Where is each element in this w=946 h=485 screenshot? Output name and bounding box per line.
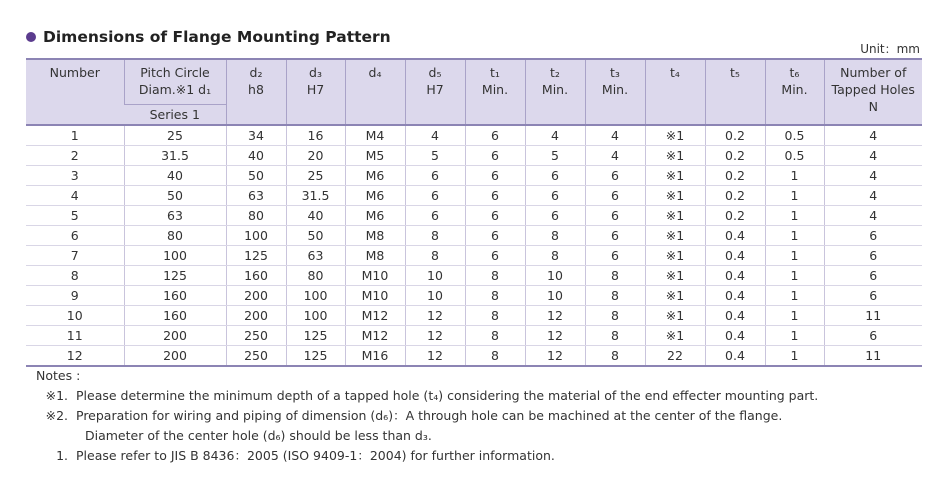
- column-header-line: Number of: [840, 65, 907, 80]
- table-cell: 1: [26, 125, 124, 146]
- table-cell: M5: [345, 146, 405, 166]
- column-header-line: d₄: [368, 65, 382, 80]
- table-cell: 12: [405, 346, 465, 367]
- table-cell: 6: [465, 206, 525, 226]
- table-cell: 160: [124, 286, 226, 306]
- note-1-mark: ※1.: [45, 388, 68, 403]
- table-cell: 8: [585, 326, 645, 346]
- table-cell: 11: [824, 306, 922, 326]
- table-cell: M6: [345, 166, 405, 186]
- table-cell: 25: [286, 166, 345, 186]
- table-cell: 0.4: [705, 226, 765, 246]
- column-header-line: Min.: [481, 82, 509, 97]
- table-cell: 6: [824, 226, 922, 246]
- table-cell: 11: [26, 326, 124, 346]
- column-header-line: d₃: [309, 65, 322, 80]
- table-cell: 100: [286, 306, 345, 326]
- table-cell: 50: [226, 166, 286, 186]
- column-header-line: t₆: [789, 65, 800, 80]
- table-cell: 7: [26, 246, 124, 266]
- table-cell: 6: [824, 326, 922, 346]
- table-cell: 0.5: [765, 125, 824, 146]
- table-cell: 3: [26, 166, 124, 186]
- column-header-line: Min.: [781, 82, 808, 97]
- table-cell: 63: [124, 206, 226, 226]
- table-cell: 2: [26, 146, 124, 166]
- table-cell: 0.2: [705, 125, 765, 146]
- table-row: [26, 246, 922, 266]
- column-header: [585, 59, 645, 125]
- column-header: [226, 59, 286, 125]
- table-cell: 0.2: [705, 186, 765, 206]
- table-cell: 1: [765, 186, 824, 206]
- table-cell: M16: [345, 346, 405, 367]
- table-cell: 6: [585, 246, 645, 266]
- note-3-mark: 1.: [56, 448, 68, 463]
- table-cell: 8: [465, 266, 525, 286]
- table-cell: 8: [405, 246, 465, 266]
- column-header-line: Min.: [601, 82, 629, 97]
- table-cell: 4: [824, 125, 922, 146]
- table-cell: 6: [465, 125, 525, 146]
- table-cell: 4: [405, 125, 465, 146]
- table-cell: 6: [405, 166, 465, 186]
- note-2: [36, 406, 818, 426]
- table-cell: 0.5: [765, 146, 824, 166]
- table-cell: 200: [124, 346, 226, 367]
- table-cell: 0.2: [705, 146, 765, 166]
- table-cell: 6: [824, 266, 922, 286]
- table-cell: 6: [465, 246, 525, 266]
- column-header-line: t₄: [670, 65, 680, 80]
- table-row: [26, 286, 922, 306]
- table-cell: ※1: [645, 266, 705, 286]
- table-cell: 4: [26, 186, 124, 206]
- table-cell: 8: [585, 266, 645, 286]
- table-cell: 8: [405, 226, 465, 246]
- table-cell: M8: [345, 226, 405, 246]
- column-header: [405, 59, 465, 125]
- table-row: [26, 346, 922, 367]
- table-cell: 0.4: [705, 326, 765, 346]
- table-cell: 6: [465, 146, 525, 166]
- table-cell: ※1: [645, 286, 705, 306]
- table-cell: ※1: [645, 146, 705, 166]
- table-cell: 20: [286, 146, 345, 166]
- table-cell: M12: [345, 326, 405, 346]
- table-cell: 8: [465, 306, 525, 326]
- notes: [36, 366, 818, 466]
- table-cell: M6: [345, 206, 405, 226]
- table-cell: ※1: [645, 206, 705, 226]
- table-row: [26, 266, 922, 286]
- table-cell: 34: [226, 125, 286, 146]
- section-heading: [26, 28, 391, 46]
- table-cell: 160: [124, 306, 226, 326]
- table-cell: 6: [26, 226, 124, 246]
- table-cell: 5: [525, 146, 585, 166]
- note-2-mark: ※2.: [45, 408, 68, 423]
- table-cell: M10: [345, 266, 405, 286]
- table-cell: 250: [226, 326, 286, 346]
- table-cell: 4: [525, 125, 585, 146]
- table-cell: 1: [765, 286, 824, 306]
- table-cell: ※1: [645, 125, 705, 146]
- table-cell: 100: [124, 246, 226, 266]
- table-cell: 63: [226, 186, 286, 206]
- table-row: [26, 166, 922, 186]
- column-header-line: d₂: [249, 65, 263, 80]
- table-cell: M4: [345, 125, 405, 146]
- column-header-line: N: [868, 99, 878, 114]
- table-cell: 1: [765, 326, 824, 346]
- column-header-line: H7: [306, 82, 325, 97]
- table-cell: 1: [765, 246, 824, 266]
- unit-label: Unit：mm: [860, 42, 920, 56]
- table-cell: 0.4: [705, 306, 765, 326]
- table-cell: 4: [824, 186, 922, 206]
- table-cell: 125: [286, 346, 345, 367]
- column-header-line: Number: [49, 65, 100, 80]
- table-cell: 6: [585, 226, 645, 246]
- table-cell: 80: [124, 226, 226, 246]
- page-title: Dimensions of Flange Mounting Pattern: [43, 28, 391, 46]
- table-cell: 1: [765, 346, 824, 367]
- table-cell: 6: [465, 186, 525, 206]
- table-cell: 6: [585, 166, 645, 186]
- pitch-series-header: Series 1: [124, 105, 226, 126]
- table-row: [26, 206, 922, 226]
- table-cell: ※1: [645, 306, 705, 326]
- table-cell: M8: [345, 246, 405, 266]
- table-cell: ※1: [645, 226, 705, 246]
- table-cell: 6: [405, 206, 465, 226]
- table-cell: 1: [765, 206, 824, 226]
- table-cell: ※1: [645, 166, 705, 186]
- table-cell: 80: [226, 206, 286, 226]
- table-cell: M6: [345, 186, 405, 206]
- table-cell: 10: [525, 286, 585, 306]
- table-cell: 6: [824, 246, 922, 266]
- table-row: [26, 146, 922, 166]
- table-cell: 200: [124, 326, 226, 346]
- note-3: [36, 446, 818, 466]
- table-cell: 50: [286, 226, 345, 246]
- table-cell: 80: [286, 266, 345, 286]
- table-body: [26, 125, 922, 366]
- table-cell: ※1: [645, 326, 705, 346]
- note-3-text: Please refer to JIS B 8436：2005 (ISO 9409-1：2004) for further information.: [76, 448, 555, 463]
- notes-heading: Notes :: [36, 368, 81, 383]
- table-cell: 4: [824, 206, 922, 226]
- table-cell: 4: [585, 125, 645, 146]
- table-cell: M12: [345, 306, 405, 326]
- table-cell: 8: [585, 306, 645, 326]
- table-cell: 50: [124, 186, 226, 206]
- table-cell: 5: [26, 206, 124, 226]
- table-cell: 6: [525, 206, 585, 226]
- table-cell: 12: [525, 306, 585, 326]
- table-cell: 0.4: [705, 266, 765, 286]
- table-cell: 160: [226, 266, 286, 286]
- table-cell: 8: [585, 286, 645, 306]
- table-cell: 63: [286, 246, 345, 266]
- table-cell: 1: [765, 166, 824, 186]
- table-cell: 40: [226, 146, 286, 166]
- note-2-continuation: Diameter of the center hole (d₆) should be less than d₃.: [85, 428, 432, 443]
- table-cell: 16: [286, 125, 345, 146]
- column-header-line: Tapped Holes: [831, 82, 915, 97]
- table-cell: ※1: [645, 246, 705, 266]
- table-cell: 8: [525, 246, 585, 266]
- table-cell: 6: [465, 226, 525, 246]
- table-cell: 6: [465, 166, 525, 186]
- table-cell: 10: [405, 286, 465, 306]
- table-cell: 100: [286, 286, 345, 306]
- column-header: [705, 59, 765, 125]
- table-row: [26, 326, 922, 346]
- table-cell: 0.4: [705, 346, 765, 367]
- column-header: [765, 59, 824, 125]
- table-cell: 11: [824, 346, 922, 367]
- table-header: [26, 59, 922, 125]
- table-cell: 12: [525, 346, 585, 367]
- table-cell: 8: [465, 346, 525, 367]
- table-cell: 8: [585, 346, 645, 367]
- column-header: [645, 59, 705, 125]
- table-cell: 8: [26, 266, 124, 286]
- table-cell: 0.4: [705, 286, 765, 306]
- table-cell: 31.5: [286, 186, 345, 206]
- table-cell: 8: [465, 326, 525, 346]
- table-cell: 12: [26, 346, 124, 367]
- column-header-line: t₃: [610, 65, 620, 80]
- dimensions-table: [26, 58, 922, 367]
- table-cell: 125: [124, 266, 226, 286]
- table-cell: 6: [585, 186, 645, 206]
- table-cell: M10: [345, 286, 405, 306]
- table-cell: 6: [585, 206, 645, 226]
- note-1-text: Please determine the minimum depth of a tapped hole (t₄) considering the material of the end effecter mounting part.: [76, 388, 819, 403]
- table-row: [26, 306, 922, 326]
- table-cell: 4: [585, 146, 645, 166]
- column-header-line: H7: [426, 82, 444, 97]
- table-cell: 0.2: [705, 166, 765, 186]
- table-cell: 10: [26, 306, 124, 326]
- column-header-line: Diam.※1 d₁: [138, 82, 212, 97]
- column-header: [345, 59, 405, 125]
- table-cell: 4: [824, 166, 922, 186]
- table-cell: 6: [525, 186, 585, 206]
- column-header: [525, 59, 585, 125]
- table-cell: 1: [765, 266, 824, 286]
- table-cell: 12: [525, 326, 585, 346]
- table-cell: 1: [765, 226, 824, 246]
- column-header: [286, 59, 345, 125]
- table-cell: 22: [645, 346, 705, 367]
- table-cell: 4: [824, 146, 922, 166]
- column-header-line: t₂: [550, 65, 560, 80]
- table-cell: 12: [405, 326, 465, 346]
- table-cell: 5: [405, 146, 465, 166]
- table-cell: 10: [525, 266, 585, 286]
- table-cell: 40: [286, 206, 345, 226]
- column-header-line: t₁: [490, 65, 500, 80]
- column-header-line: d₅: [428, 65, 442, 80]
- column-header-line: h8: [248, 82, 264, 97]
- table-row: [26, 125, 922, 146]
- table-cell: 40: [124, 166, 226, 186]
- table-cell: 12: [405, 306, 465, 326]
- column-header: [465, 59, 525, 125]
- table-row: [26, 226, 922, 246]
- table-cell: 0.4: [705, 246, 765, 266]
- table-cell: 200: [226, 286, 286, 306]
- table-cell: 25: [124, 125, 226, 146]
- table-cell: 125: [286, 326, 345, 346]
- table-cell: 8: [465, 286, 525, 306]
- table-cell: 100: [226, 226, 286, 246]
- table-cell: 200: [226, 306, 286, 326]
- column-header-line: Pitch Circle: [140, 65, 210, 80]
- table-cell: 8: [525, 226, 585, 246]
- table-cell: 6: [405, 186, 465, 206]
- bullet-icon: [26, 32, 36, 42]
- table-cell: 0.2: [705, 206, 765, 226]
- column-header-line: Min.: [541, 82, 569, 97]
- note-2-text: Preparation for wiring and piping of dimension (d₆)：A through hole can be machined at the center of the flange.: [76, 408, 783, 423]
- table-cell: 6: [525, 166, 585, 186]
- note-1: [36, 386, 818, 406]
- table-cell: 9: [26, 286, 124, 306]
- column-header: [26, 59, 124, 125]
- column-header-line: t₅: [730, 65, 740, 80]
- table-cell: 10: [405, 266, 465, 286]
- table-cell: 6: [824, 286, 922, 306]
- table-row: [26, 186, 922, 206]
- table-cell: ※1: [645, 186, 705, 206]
- table-cell: 1: [765, 306, 824, 326]
- table-cell: 250: [226, 346, 286, 367]
- column-header: [824, 59, 922, 125]
- column-header: [124, 59, 226, 105]
- table-cell: 31.5: [124, 146, 226, 166]
- table-cell: 125: [226, 246, 286, 266]
